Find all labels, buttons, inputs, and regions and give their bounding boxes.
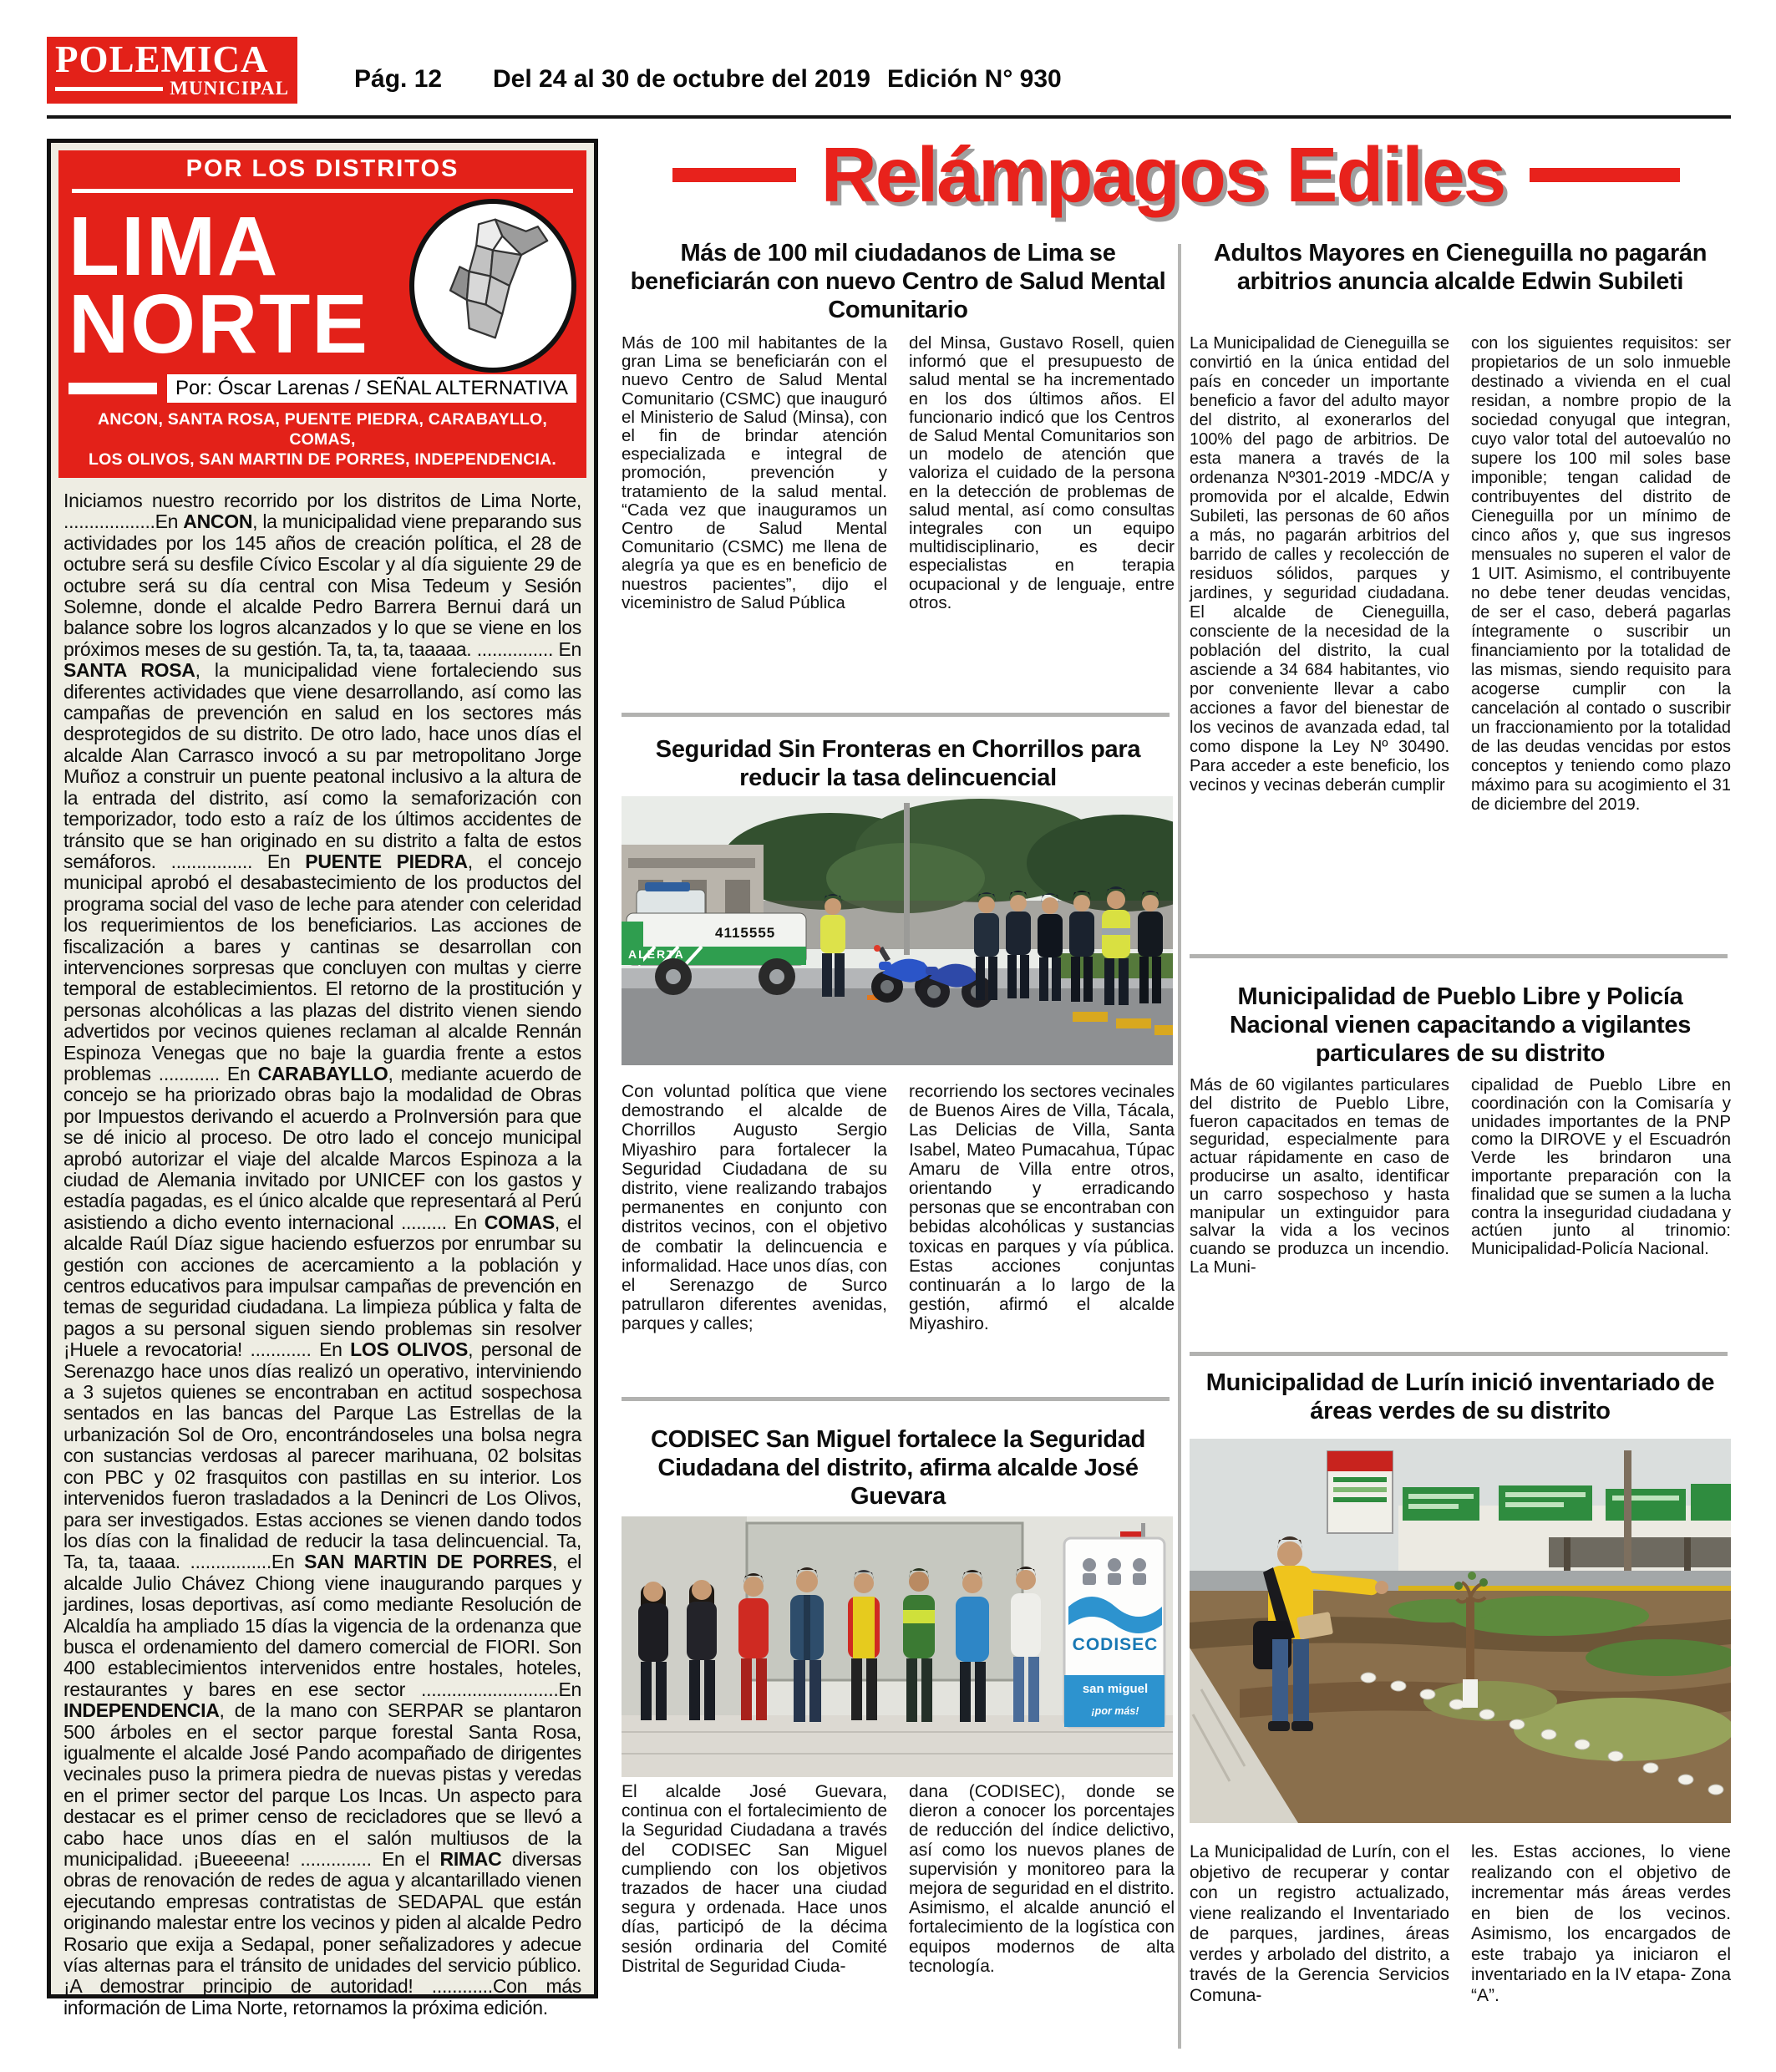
- logo-line1: POLEMICA: [55, 38, 269, 80]
- issue-date: Del 24 al 30 de octubre del 2019: [493, 65, 870, 93]
- lima-norte-body-text: Iniciamos nuestro recorrido por los distritos de Lima Norte, ..................En ANCON, la municipalidad viene preparando sus actividades por los 145 años de creación política, el 28 de octubre será su desfile Cívico Escolar y al día siguiente 29 de octubre será su día central con Misa Tedeum y Sesión Solemne, donde el alcalde Pedro Barrera Bernui dará un balance sobre los logros alcanzados y lo que se viene en los próximos meses de su gestión. Ta, ta, ta, taaaaa. ............... En SANTA ROSA, la municipalidad viene fortaleciendo sus diferentes actividades que viene desarrollando, así como las campañas de prevención en salud en los sectores más desprotegidos de su distrito. De otro lado, hace unos días el alcalde Alan Carrasco invocó a su par metropolitano Jorge Muñoz a construir un puente peatonal inclusivo a la altura de la entrada del distrito, así como la semaforización con temporizador, todo esto a raíz de los últimos accidentes de tránsito que se han originado en su distrito a falta de estos semáforos. ................ En PUENTE PIEDRA, el concejo municipal aprobó el desabastecimiento de los productos del programa social del vaso de leche para atender con celeridad los requerimientos de los beneficiarios. Las acciones de fiscalización a bares y cantinas se desarrollan con intervenciones sorpresas que concluyen con multas y cierre temporal de establecimientos. El retorno de la prostitución y personas alcohólicas a las plazas del distrito vienen siendo advertidos por vecinos quienes reclaman al alcalde Rennán Espinoza Venegas que no baje la guardia frente a estos problemas ............ En CARABAYLLO, mediante acuerdo de concejo se ha priorizado obras bajo la modalidad de Obras por Impuestos derivando el acuerdo a ProInversión para que se dé inicio al proceso. De otro lado el concejo municipal aprobó autorizar el viaje del alcalde Marcos Espinoza a la ciudad de Alemania invitado por UNICEF con los gastos y estadía pagadas, es el único alcalde que representará al Perú asistiendo a dicho evento internacional ......... En COMAS, el alcalde Raúl Díaz sigue haciendo esfuerzos por enrumbar su gestión con acciones de acercamiento a la población y centros educativos para impulsar campañas de prevención en temas de seguridad ciudadana. La limpieza pública y falta de pagos a su personal siguen siendo problemas sin resolver ¡Huele a revocatoria! ............ En LOS OLIVOS, personal de Serenazgo hace unos días realizó un operativo, interviniendo a 3 sujetos quienes se encontraban en actitud sospechosa sentados en las bancas del Parque Las Estrellas de la urbanización Sol de Oro, encontrándoseles una bolsa negra con sustancias verdosas al parecer marihuana, 02 bolsitas con PBC y 02 frasquitos con pastillas en su interior. Los intervenidos fueron trasladados a la Denincri de Los Olivos, para ser investigados. Estas acciones se vienen dando todos los días con la finalidad de reducir la tasa delincuencial. Ta, Ta, ta, taaaa. ................En SAN MARTIN DE PORRES, el alcalde Julio Chávez Chiong viene inaugurando parques y jardines, losas deportivas, así como mediante Resolución de Alcaldía ha ampliado 15 días la vigencia de la ordenanza que busca el ordenamiento del damero comercial de FIORI. Son 400 establecimientos intervenidos entre hostales, hoteles, restaurantes y bares en ese sector ...........................En INDEPENDENCIA, de la mano con SERPAR se plantaron 500 árboles en el sector parque forestal Santa Rosa, igualmente el alcalde José Pando acompañado de dirigentes vecinales puso la primera piedra de nuevas pistas y veredas en el primer sector del parque Los Incas. Un aspecto para destacar es el primer censo de recicladores que se llevó a cabo hace unos días en el salón multiusos de la municipalidad. ¡Bueeeena! .............. En el RIMAC diversas obras de renovación de redes de agua y alcantarillado vienen ejecutando empresas contratistas de SEDAPAL que están originando malestar entre los vecinos y piden al alcalde Pedro Rosario que exija a Sedapal, poner señalizadores y adecue vías alternas para el tránsito de unidades del servicio público. ¡A demostrar principio de autoridad! ............Con más información de Lima Norte, retornamos la próxima edición.: [63, 490, 582, 2019]
- article-column: les. Estas acciones, lo viene realizando con el objetivo de incrementar más áreas verdes en bien de los vecinos. Asimismo, los encargados de este trabajo ya iniciaron el inventariado en la IV etapa- Zona “A”.: [1471, 1842, 1731, 2005]
- article-column: Más de 100 mil habitantes de la gran Lima se beneficiarán con el nuevo Centro de Salud Mental Comunitario (CSMC) que inauguró el Ministerio de Salud (Minsa), con el fin de brindar atención especializada e integral de promoción, prevención y tratamiento de la salud mental. “Cada vez que inauguramos un Centro de Salud Mental Comunitario (CSMC) me llena de alegría ya que es en beneficio de nuestros pacientes”, dijo el viceministro de Salud Pública: [622, 333, 887, 612]
- article-column: dana (CODISEC), donde se dieron a conocer los porcentajes de reducción del índice delictivo, así como los nuevos planes de supervisión y monitoreo para la mejora de seguridad en el distrito. Asimismo, el alcalde anunció el fortalecimiento de la logística con equipos modernos de alta tecnología.: [909, 1782, 1175, 1976]
- article-title-codisec: CODISEC San Miguel fortalece la Seguridad Ciudadana del distrito, afirma alcalde José Guevara: [651, 1426, 1145, 1510]
- article-column: La Municipalidad de Lurín, con el objetivo de recuperar y contar con un registro actualizado, viene realizando el Inventariado de parques, jardines, áreas verdes y arbolado del distrito, a través de la Gerencia Servicios Comuna-: [1190, 1842, 1449, 2005]
- white-bar: [69, 383, 157, 394]
- header-rule: [47, 115, 1731, 119]
- newspaper-logo: [47, 37, 297, 104]
- article-body-codisec: [622, 1782, 1175, 2033]
- article-column: Con voluntad política que viene demostrando el alcalde de Chorrillos Augusto Sergio Miyashiro para fortalecer la Seguridad Ciudadana de su distrito, viene realizando trabajos permanentes en conjunto con distritos vecinos, con el objetivo de combatir la delincuencia e informalidad. Hace unos días, con el Serenazgo de Surco patrullaron diferentes avenidas, parques y calles;: [622, 1082, 887, 1334]
- article-column: cipalidad de Pueblo Libre en coordinación con la Comisaría y unidades importantes de la PNP como la DIROVE y el Escuadrón Verde les brindaron una importante preparación con la finalidad que se sumen a la lucha contra la inseguridad ciudadana y actúen junto al trinomio: Municipalidad-Policía Nacional.: [1471, 1075, 1731, 1259]
- article-title-chorrillos: Seguridad Sin Fronteras en Chorrillos para reducir la tasa delincuencial: [655, 736, 1141, 791]
- byline: Por: Óscar Larenas / SEÑAL ALTERNATIVA: [167, 374, 576, 403]
- article-divider: [622, 1397, 1170, 1401]
- edition-number: Edición N° 930: [887, 65, 1062, 93]
- lima-norte-title: LIMA NORTE: [69, 200, 369, 371]
- title-dash-left: [672, 168, 796, 182]
- lurin-inventory-photo: [1190, 1439, 1731, 1823]
- patrol-truck-number: 4115555: [715, 925, 776, 941]
- banner-tagline: ¡por más!: [1091, 1705, 1139, 1717]
- police-lineup-graphic: [622, 796, 1173, 1065]
- article-column: El alcalde José Guevara, continua con el fortalecimiento de la Seguridad Ciudadana a través del CODISEC San Miguel cumpliendo con los objetivos trazados de hacer una ciudad segura y ordenada. Hace unos días, participó de la décima sesión ordinaria del Comité Distrital de Seguridad Ciuda-: [622, 1782, 887, 1976]
- section-title: Relámpagos Ediles: [820, 130, 1505, 218]
- districts-list: ANCON, SANTA ROSA, PUENTE PIEDRA, CARABAYLLO, COMAS, LOS OLIVOS, SAN MARTIN DE PORRES, INDEPENDENCIA.: [89, 410, 556, 469]
- section-title-row: [622, 125, 1731, 224]
- article-body-salud-mental: [622, 334, 1175, 710]
- article-column: recorriendo los sectores vecinales de Buenos Aires de Villa, Tácala, Las Delicias de Villa, Santa Isabel, Mateo Pumacahua, Túpac Amaru de Villa entre otros, orientando y erradicando personas que se encontraban con bebidas alcohólicas y sustancias toxicas en parques y vía pública. Estas acciones conjuntas continuarán a lo largo de la gestión, afirmó el alcalde Miyashiro.: [909, 1082, 1175, 1334]
- green-areas-inspection-graphic: [1190, 1439, 1731, 1823]
- article-title-pueblo-libre: Municipalidad de Pueblo Libre y Policía Nacional vienen capacitando a vigilantes particulares de su distrito: [1229, 983, 1692, 1067]
- lima-norte-kicker: POR LOS DISTRITOS: [185, 155, 459, 182]
- logo-line2: MUNICIPAL: [170, 78, 289, 99]
- codisec-group-photo: [622, 1516, 1173, 1777]
- lima-norte-map-icon: [409, 199, 576, 373]
- column-divider: [1178, 244, 1181, 2049]
- article-column: Más de 60 vigilantes particulares del distrito de Pueblo Libre, fueron capacitados en temas de seguridad, especialmente para actuar rápidamente en caso de producirse un asalto, identificar un carro sospechoso y hasta manipular un extinguidor para salvar la vida a los vecinos cuando se produzca un incendio. La Muni-: [1190, 1075, 1449, 1277]
- page-number: Pág. 12: [354, 65, 443, 93]
- article-body-lurin: [1190, 1842, 1731, 2068]
- article-column: del Minsa, Gustavo Rosell, quien informó que el presupuesto de salud mental se ha incrementado en los dos últimos años. El funcionario indicó que los Centros de Salud Mental Comunitarios son un modelo de atención que valoriza el cuidado de la persona en la detección de problemas de salud mental, así como consultas integrales con un equipo multidisciplinario, es decir especialistas en terapia ocupacional y de lenguaje, entre otros.: [909, 333, 1175, 612]
- article-title-salud-mental: Más de 100 mil ciudadanos de Lima se beneficiarán con nuevo Centro de Salud Mental Comunitario: [630, 240, 1166, 323]
- article-divider: [622, 713, 1170, 717]
- article-column: con los siguientes requisitos: ser propietarios de un solo inmueble destinado a vivienda en el cual residan, a nombre propio de la sociedad conyugal que integran, cuyo valor total del autoevalúo no supere los 100 mil soles base imponible; tengan calidad de contribuyentes del distrito de Cieneguilla por un mínimo de cinco años y, que sus ingresos mensuales no superen el valor de 1 UIT. Asimismo, el contribuyente no debe tener deudas vencidas, de ser el caso, deberá pagarlas íntegramente o suscribir un financiamiento por la totalidad de las mismas, siendo requisito para acogerse cumplir con la cancelación al contado o suscribir un fraccionamiento por la totalidad de las deudas vencidas por estos conceptos y teniendo como plazo máximo para su acogimiento el 31 de diciembre del 2019.: [1471, 334, 1731, 814]
- lima-norte-panel: [47, 139, 598, 2019]
- article-title-cieneguilla: Adultos Mayores en Cieneguilla no pagarán arbitrios anuncia alcalde Edwin Subileti: [1213, 240, 1707, 295]
- article-divider: [1190, 954, 1728, 958]
- codisec-banner-title: CODISEC: [1072, 1635, 1159, 1654]
- chorrillos-police-photo: [622, 796, 1173, 1065]
- patrol-truck-side-text: ALERTA: [628, 947, 685, 961]
- article-body-chorrillos: [622, 1082, 1175, 1393]
- article-body-cieneguilla: [1190, 334, 1731, 949]
- san-miguel-banner-text: san miguel: [1082, 1682, 1149, 1696]
- lima-norte-header: [58, 150, 586, 478]
- article-divider: [1190, 1352, 1728, 1356]
- districts-map-graphic: [426, 215, 560, 357]
- article-title-lurin: Municipalidad de Lurín inició inventariado de áreas verdes de su distrito: [1205, 1369, 1715, 1424]
- white-rule: [72, 189, 573, 193]
- logo-underline: [55, 87, 163, 91]
- article-body-pueblo-libre: [1190, 1076, 1731, 1345]
- article-column: La Municipalidad de Cieneguilla se convirtió en la única entidad del país en conceder un importante beneficio a favor del adulto mayor del distrito, al exonerarlos del 100% del pago de arbitrios. De esta manera a través de la ordenanza Nº301-2019 -MDC/A y promovida por el alcalde, Edwin Subileti, las personas de 60 años a más, no pagarán arbitrios del barrido de calles y recolección de residuos sólidos, parques y jardines, y seguridad ciudadana. El alcalde de Cieneguilla, consciente de la necesidad de la población del distrito, la cual asciende a 34 684 habitantes, vio por conveniente llevar a cabo acciones a favor del bienestar de los vecinos de avanzada edad, tal como dispone la Ley Nº 30490. Para acceder a este beneficio, los vecinos y vecinas deberán cumplir: [1190, 334, 1449, 795]
- title-dash-right: [1530, 168, 1680, 182]
